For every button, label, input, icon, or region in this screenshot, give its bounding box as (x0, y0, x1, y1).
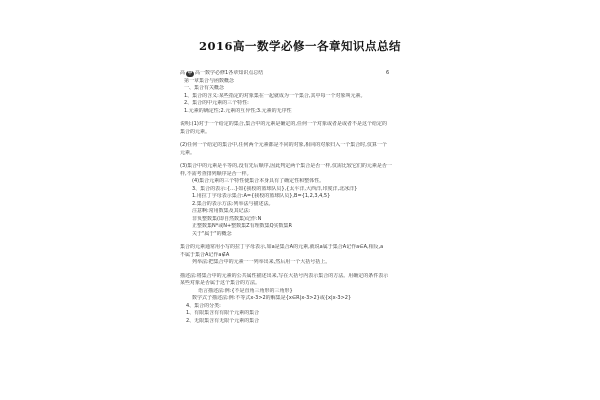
paragraph-note-1 (180, 121, 428, 136)
text-line: 正整数集N*或N+整数集Z有理数集Q实数集R (192, 223, 293, 229)
header-prefix: 高 (180, 70, 186, 76)
header-text: 高一数学必修1各章知识点总结 (195, 70, 264, 76)
section-representation (180, 178, 428, 238)
text-line: 注意啊:常用数集及其记法: (192, 208, 251, 214)
text-line: 一、集合有关概念 (184, 85, 225, 91)
text-line: 样,不需考查排列顺序是否一样。 (180, 170, 252, 177)
text-line: 元素。 (180, 149, 196, 156)
paragraph-description-method (180, 273, 428, 288)
section-intro (180, 78, 428, 116)
paragraph-membership (180, 244, 428, 259)
text-line: 不属于集合A记作a∉A (180, 251, 230, 258)
text-line: 关于"属于"的概念 (192, 230, 232, 237)
text-line: 语言描述法:例:{不是直角三角形的三角形} (198, 287, 293, 294)
text-line: 数学式子描述法:例:不等式x-3>2的解集是{x∈R|x-3>2}或{x|x-3>2} (192, 295, 352, 301)
page-title: 2016高一数学必修一各章知识点总结 (198, 39, 401, 53)
paragraph-note-3 (180, 163, 428, 178)
text-line: (4)集合元素的三个特性使集合本身具有了确定性和整体性。 (192, 178, 325, 184)
text-line: 非负整数集(即自然数集)记作:N (192, 215, 262, 222)
text-line: 说明:(1)对于一个给定的集合,集合中的元素是确定的,任何一个对象或者是或者不是这个给定的 (180, 121, 387, 127)
text-line: 第一章集合与函数概念 (184, 77, 235, 84)
text-line: 2、集合的中元素的三个特性: (184, 100, 249, 106)
text-line: 4、集合的分类: (186, 302, 221, 309)
doc-header (180, 70, 428, 78)
paragraph-note-2 (180, 142, 428, 157)
text-line: 1.元素的确定性;2.元素的互异性;3.元素的无序性 (184, 107, 292, 114)
text-line: 集合的元素。 (180, 128, 211, 135)
page-number: 6 (386, 70, 390, 76)
text-line: 某些对象是否属于这个集合的方法。 (180, 280, 261, 286)
text-line: 2.集合的表示方法:列举法与描述法。 (192, 200, 274, 207)
text-line: 3、集合的表示:{…}如{我校的篮球队员},{太平洋,大西洋,印度洋,北冰洋} (192, 185, 358, 192)
text-line: 列举法:把集合中的元素一一列举出来,然后用一个大括号括上。 (192, 259, 331, 265)
text-line: 1.用拉丁字母表示集合:A={我校的篮球队员},B={1,2,3,4,5} (192, 193, 331, 199)
logo-icon: 中 (187, 70, 193, 76)
section-classification (180, 288, 428, 326)
text-line: (2)任何一个给定的集合中,任何两个元素都是不同的对象,相同的对象归入一个集合时,仅算一个 (180, 142, 387, 148)
text-line: 1、集合的含义:某些指定的对象集在一起就成为一个集合,其中每一个对象叫元素。 (184, 92, 366, 99)
document-body (180, 70, 428, 325)
text-line: 描述法:将集合中的元素的公共属性描述出来,写在大括号内表示集合的方法。用确定的条件表示 (180, 272, 389, 279)
text-line: 1、有限集含有有限个元素的集合 (186, 310, 260, 316)
text-line: 2、无限集含有无限个元素的集合 (186, 317, 260, 324)
text-line: (3)集合中的元素是平等的,没有先后顺序,因此判定两个集合是否一样,仅需比较它们的元素是否一 (180, 163, 392, 169)
text-line: 集合的元素通常用小写的拉丁字母表示,如a是集合A的元素,就说a属于集合A记作a∈A,相反,a (180, 244, 384, 250)
